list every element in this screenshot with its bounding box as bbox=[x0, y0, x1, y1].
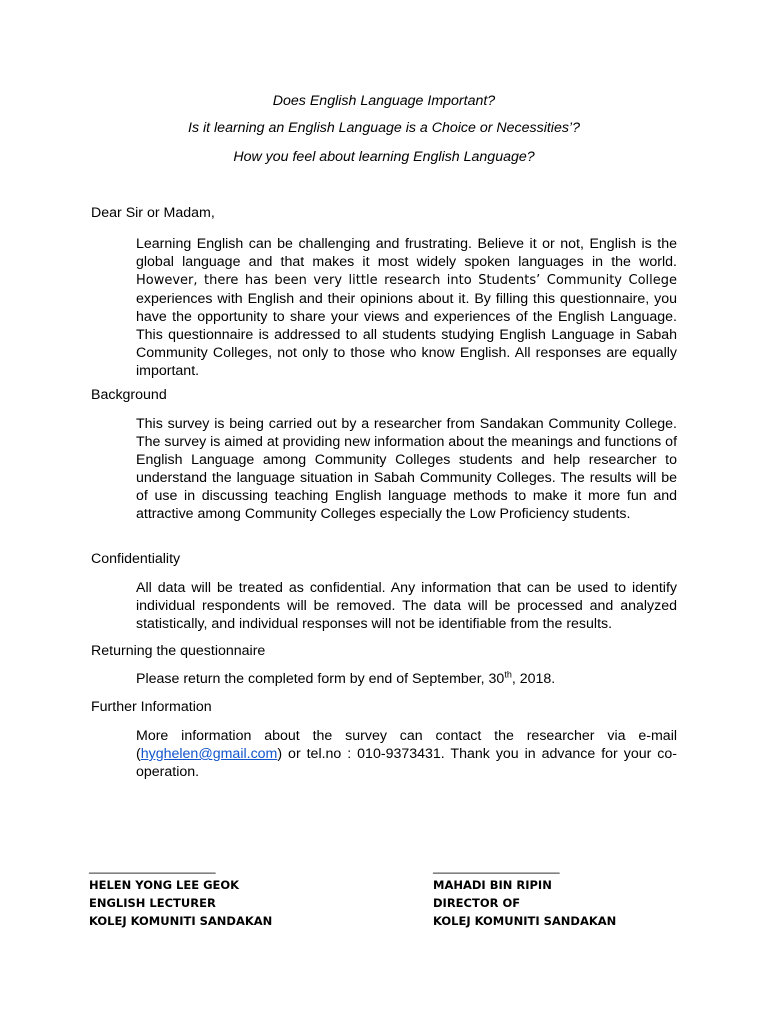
signature-block-lecturer bbox=[89, 858, 349, 930]
intro-text-2: However, there has been very little research into Students’ Community College bbox=[136, 273, 677, 288]
intro-paragraph bbox=[136, 235, 677, 380]
signatory-institution: KOLEJ KOMUNITI SANDAKAN bbox=[89, 914, 273, 928]
further-info-text-end: ) or tel.no : 010-9373431. Thank you in advance for your co-operation. bbox=[136, 746, 677, 780]
signatory-name: MAHADI BIN RIPIN bbox=[433, 878, 552, 892]
intro-text-3: experiences with English and their opinions about it. By filling this questionnaire, you have the opportunity to share your views and experiences of the English Language. This questionnaire is addressed to all students studying English Language in Sabah Community Colleges, not only to those who know English. All responses are equally important. bbox=[136, 291, 677, 379]
returning-paragraph bbox=[136, 670, 677, 688]
signature-line: ______________________ bbox=[433, 860, 560, 874]
date-ordinal: th bbox=[504, 669, 512, 680]
returning-text: Please return the completed form by end of September, 30 bbox=[136, 671, 505, 687]
title-question-1: Does English Language Important? bbox=[272, 93, 496, 109]
background-paragraph: This survey is being carried out by a researcher from Sandakan Community College. The survey is aimed at providing new information about the meanings and functions of English Language among Community Colleges students and help researcher to understand the language situation in Sabah Community Colleges. The results will be of use in discussing teaching English language methods to make it more fun and attractive among Community Colleges especially the Low Proficiency students. bbox=[136, 416, 678, 522]
title-question-3: How you feel about learning English Language? bbox=[233, 149, 535, 165]
returning-heading: Returning the questionnaire bbox=[91, 643, 266, 659]
further-info-heading: Further Information bbox=[91, 699, 212, 715]
confidentiality-paragraph: All data will be treated as confidential. Any information that can be used to identify individual respondents will be removed. The data will be processed and analyzed statistically, and individual responses will not be identifiable from the results. bbox=[136, 580, 677, 632]
signatory-institution: KOLEJ KOMUNITI SANDAKAN bbox=[433, 914, 617, 928]
title-question-2: Is it learning an English Language is a Choice or Necessities’? bbox=[188, 120, 580, 136]
greeting: Dear Sir or Madam, bbox=[91, 205, 215, 221]
confidentiality-heading: Confidentiality bbox=[91, 551, 181, 567]
background-heading: Background bbox=[91, 387, 167, 403]
intro-text-1: Learning English can be challenging and frustrating. Believe it or not, English is the global language and that makes it most widely spoken languages in the world. bbox=[136, 236, 677, 270]
further-info-text: More information about the survey can contact the researcher via e-mail ( bbox=[136, 728, 677, 762]
signatory-name: HELEN YONG LEE GEOK bbox=[89, 878, 240, 892]
signatory-position: DIRECTOR OF bbox=[433, 896, 521, 910]
signatory-position: ENGLISH LECTURER bbox=[89, 896, 216, 910]
further-info-paragraph bbox=[136, 727, 677, 781]
returning-year: , 2018. bbox=[511, 671, 556, 687]
signature-line: ______________________ bbox=[89, 860, 216, 874]
signature-block-director bbox=[433, 858, 693, 930]
email-link[interactable]: hyghelen@gmail.com bbox=[140, 746, 278, 762]
